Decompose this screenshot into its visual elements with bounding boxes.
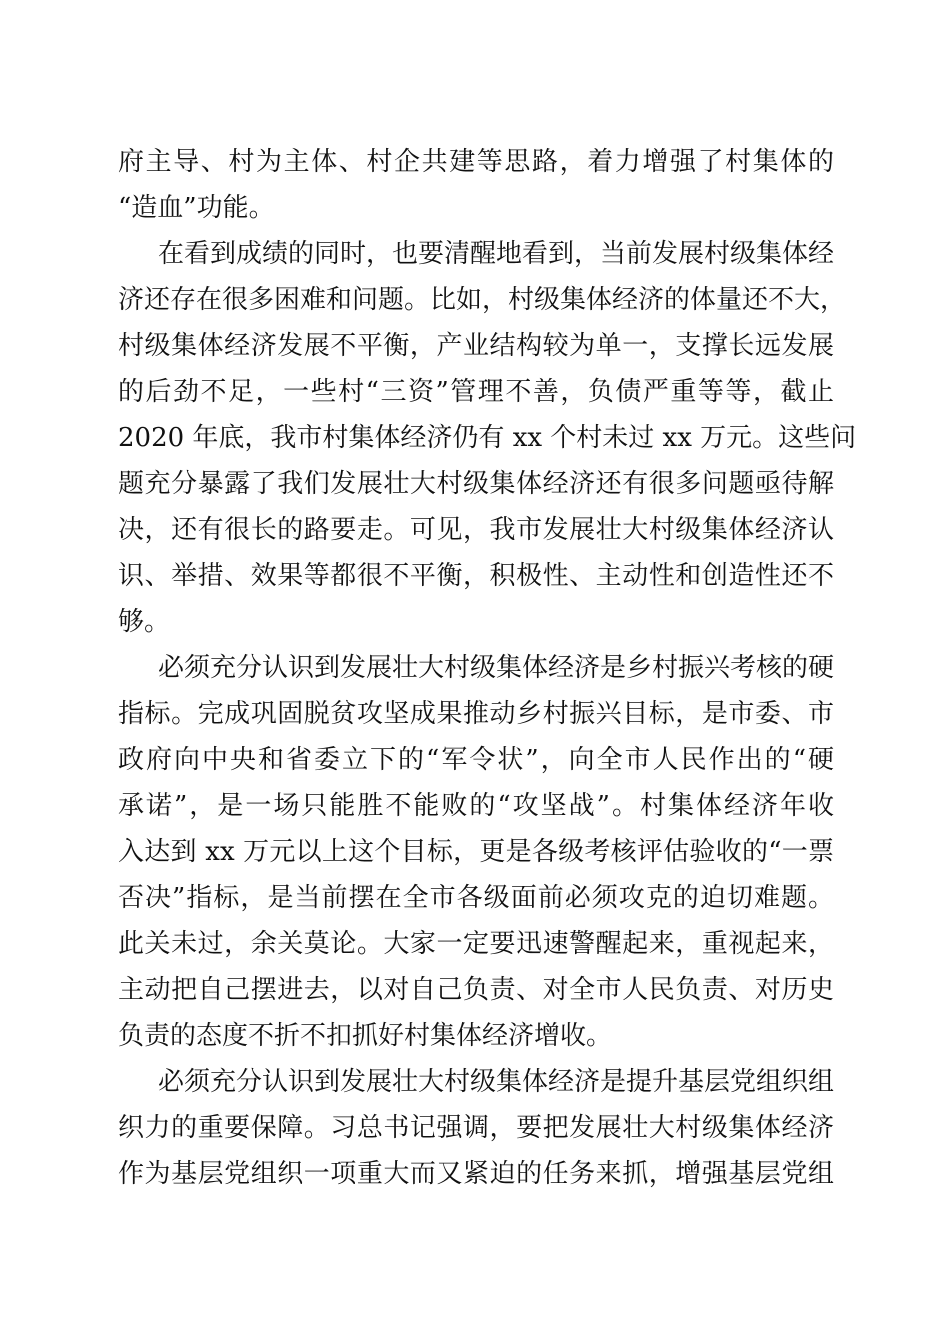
paragraph-line: 府主导、村为主体、村企共建等思路，着力增强了村集体的 — [118, 147, 834, 177]
paragraph-line: 村级集体经济发展不平衡，产业结构较为单一，支撑长远发展 — [118, 331, 834, 361]
paragraph-line: 的后劲不足，一些村“三资”管理不善，负债严重等等，截止 — [118, 377, 834, 407]
paragraph-line: 承诺”，是一场只能胜不能败的“攻坚战”。村集体经济年收 — [118, 791, 834, 821]
paragraph-line: 织力的重要保障。习总书记强调，要把发展壮大村级集体经济 — [118, 1113, 834, 1143]
paragraph-line: 题充分暴露了我们发展壮大村级集体经济还有很多问题亟待解 — [118, 469, 834, 499]
paragraph-line: 必须充分认识到发展壮大村级集体经济是提升基层党组织组 — [158, 1067, 835, 1097]
paragraph-line: 必须充分认识到发展壮大村级集体经济是乡村振兴考核的硬 — [158, 653, 835, 683]
paragraph-line: “造血”功能。 — [118, 193, 275, 223]
paragraph-line: 政府向中央和省委立下的“军令状”，向全市人民作出的“硬 — [118, 745, 834, 775]
paragraph-line: 此关未过，余关莫论。大家一定要迅速警醒起来，重视起来， — [118, 929, 834, 959]
paragraph-line: 指标。完成巩固脱贫攻坚成果推动乡村振兴目标，是市委、市 — [118, 699, 834, 729]
paragraph-line: 决，还有很长的路要走。可见，我市发展壮大村级集体经济认 — [118, 515, 834, 545]
document-body — [118, 139, 857, 1197]
paragraph-line: 2020 年底，我市村集体经济仍有 xx 个村未过 xx 万元。这些问 — [118, 423, 857, 453]
paragraph-line: 作为基层党组织一项重大而又紧迫的任务来抓，增强基层党组 — [118, 1159, 834, 1189]
paragraph-line: 识、举措、效果等都很不平衡，积极性、主动性和创造性还不 — [118, 561, 834, 591]
paragraph-line: 主动把自己摆进去，以对自己负责、对全市人民负责、对历史 — [118, 975, 834, 1005]
paragraph-line: 入达到 xx 万元以上这个目标，更是各级考核评估验收的“一票 — [118, 837, 834, 867]
paragraph-line: 够。 — [118, 607, 171, 637]
paragraph-line: 负责的态度不折不扣抓好村集体经济增收。 — [118, 1021, 613, 1051]
paragraph-line: 否决”指标，是当前摆在全市各级面前必须攻克的迫切难题。 — [118, 883, 834, 913]
paragraph-line: 在看到成绩的同时，也要清醒地看到，当前发展村级集体经 — [158, 239, 835, 269]
paragraph-line: 济还存在很多困难和问题。比如，村级集体经济的体量还不大， — [118, 285, 847, 315]
